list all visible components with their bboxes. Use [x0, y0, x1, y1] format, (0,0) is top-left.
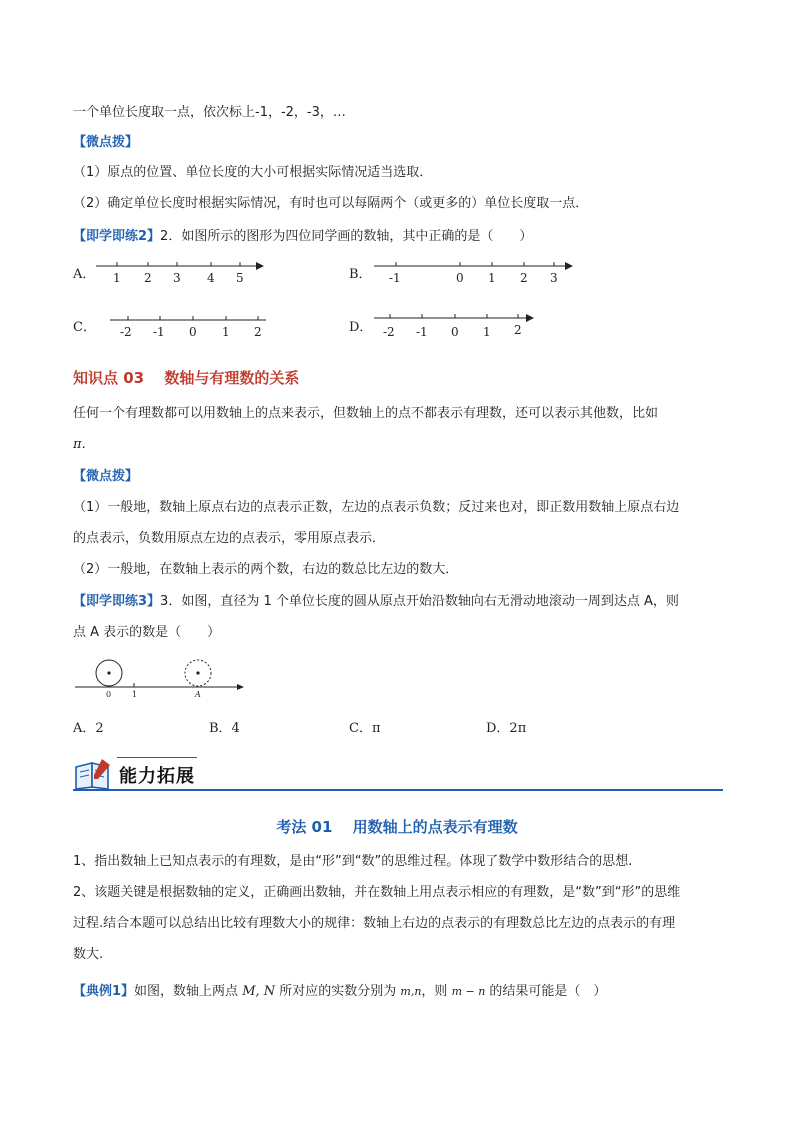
option-c-tick-4: 1: [222, 325, 230, 339]
tip2-item-1a: （1）一般地，数轴上原点右边的点表示正数，左边的点表示负数；反过来也对，即正数用数轴上原点右边: [73, 500, 680, 515]
choice-d: D．2π: [486, 721, 527, 736]
example-text-3: ，则: [421, 984, 452, 999]
method-title: 考法 01 用数轴上的点表示有理数: [276, 818, 518, 836]
example-points: M, N: [242, 984, 276, 999]
option-c-letter: C．: [73, 320, 96, 335]
tip-item-2: （2）确定单位长度时根据实际情况，有时也可以每隔两个（或更多的）单位长度取一点．: [73, 196, 589, 211]
option-c-number-line: [108, 310, 278, 346]
method-point-2b: 过程.结合本题可以总结出比较有理数大小的规律：数轴上右边的点表示的有理数总比左边的点表示的有理: [73, 916, 676, 931]
example-text-2: 所对应的实数分别为: [275, 984, 401, 999]
section-divider: [73, 789, 723, 791]
example-question: [73, 983, 606, 1001]
option-b-number-line: [370, 256, 580, 292]
example-vars: m,n: [400, 985, 422, 998]
option-b-tick-1: -1: [389, 271, 401, 285]
rolling-circle-figure: [73, 655, 253, 701]
tip2-item-2: （2）一般地，在数轴上表示的两个数，右边的数总比左边的数大．: [73, 562, 459, 577]
method-point-2a: 2、该题关键是根据数轴的定义，正确画出数轴，并在数轴上用点表示相应的有理数，是“数”到“形”的思维: [73, 885, 681, 900]
option-d-tick-5: 2: [514, 323, 522, 337]
practice2-text: 2．如图所示的图形为四位同学画的数轴，其中正确的是（ ）: [160, 229, 533, 244]
choice-c: C．π: [349, 721, 381, 736]
option-d-tick-3: 0: [451, 325, 459, 339]
option-b-tick-4: 2: [520, 271, 528, 285]
option-d-tick-2: -1: [416, 325, 428, 339]
book-icon: [72, 757, 114, 791]
knowledge-line-1: 任何一个有理数都可以用数轴上的点来表示，但数轴上的点不都表示有理数，还可以表示其他数，比如: [73, 406, 659, 421]
practice2-label: 【即学即练2】: [73, 229, 161, 244]
choice-a: A．2: [73, 721, 104, 736]
practice2-question: [73, 228, 532, 246]
knowledge-line-2: π．: [73, 437, 95, 452]
practice3-question: [73, 593, 679, 611]
option-b-tick-5: 3: [550, 271, 558, 285]
choice-b: B．4: [209, 721, 240, 736]
example-expression: m − n: [451, 985, 486, 998]
example-text-4: 的结果可能是（ ）: [485, 984, 607, 999]
method-point-1: 1、指出数轴上已知点表示的有理数，是由“形”到“数”的思维过程。体现了数学中数形结合的思想.: [73, 854, 633, 869]
practice3-text-1: 3．如图，直径为 1 个单位长度的圆从原点开始沿数轴向右无滑动地滚动一周到达点 A，则: [160, 594, 679, 609]
figure-label-a: A: [195, 690, 201, 699]
option-a-tick-4: 4: [207, 271, 215, 285]
option-a-number-line: [90, 256, 270, 292]
option-c-tick-5: 2: [254, 325, 262, 339]
option-c-tick-1: -2: [120, 325, 132, 339]
tip-item-1: （1）原点的位置、单位长度的大小可根据实际情况适当选取．: [73, 165, 433, 180]
option-d-tick-1: -2: [383, 325, 395, 339]
option-a-tick-3: 3: [173, 271, 181, 285]
section-title: 能力拓展: [119, 766, 195, 787]
option-a-tick-2: 2: [144, 271, 152, 285]
example-label: 【典例1】: [73, 984, 135, 999]
tip-label: 【微点拨】: [73, 135, 139, 150]
option-b-tick-2: 0: [456, 271, 464, 285]
option-a-letter: A．: [73, 267, 96, 282]
option-c-tick-3: 0: [189, 325, 197, 339]
tip2-label: 【微点拨】: [73, 469, 139, 484]
option-b-tick-3: 1: [488, 271, 496, 285]
option-d-tick-4: 1: [483, 325, 491, 339]
option-a-tick-5: 5: [236, 271, 244, 285]
tip2-item-1b: 的点表示，负数用原点左边的点表示，零用原点表示．: [73, 531, 386, 546]
section-title-rule-top: [117, 757, 197, 758]
option-c-tick-2: -1: [153, 325, 165, 339]
method-point-2c: 数大.: [73, 947, 104, 962]
option-d-letter: D．: [349, 320, 373, 335]
option-a-tick-1: 1: [113, 271, 121, 285]
figure-label-0: 0: [106, 690, 112, 699]
option-d-number-line: [372, 310, 542, 346]
practice3-label: 【即学即练3】: [73, 594, 161, 609]
figure-label-1: 1: [132, 690, 138, 699]
option-b-letter: B．: [349, 267, 372, 282]
practice3-text-2: 点 A 表示的数是（ ）: [73, 625, 221, 640]
example-text-1: 如图，数轴上两点: [134, 984, 243, 999]
intro-line: 一个单位长度取一点，依次标上-1，-2，-3，…: [73, 105, 346, 120]
knowledge-point-title: 知识点 03 数轴与有理数的关系: [73, 369, 300, 387]
